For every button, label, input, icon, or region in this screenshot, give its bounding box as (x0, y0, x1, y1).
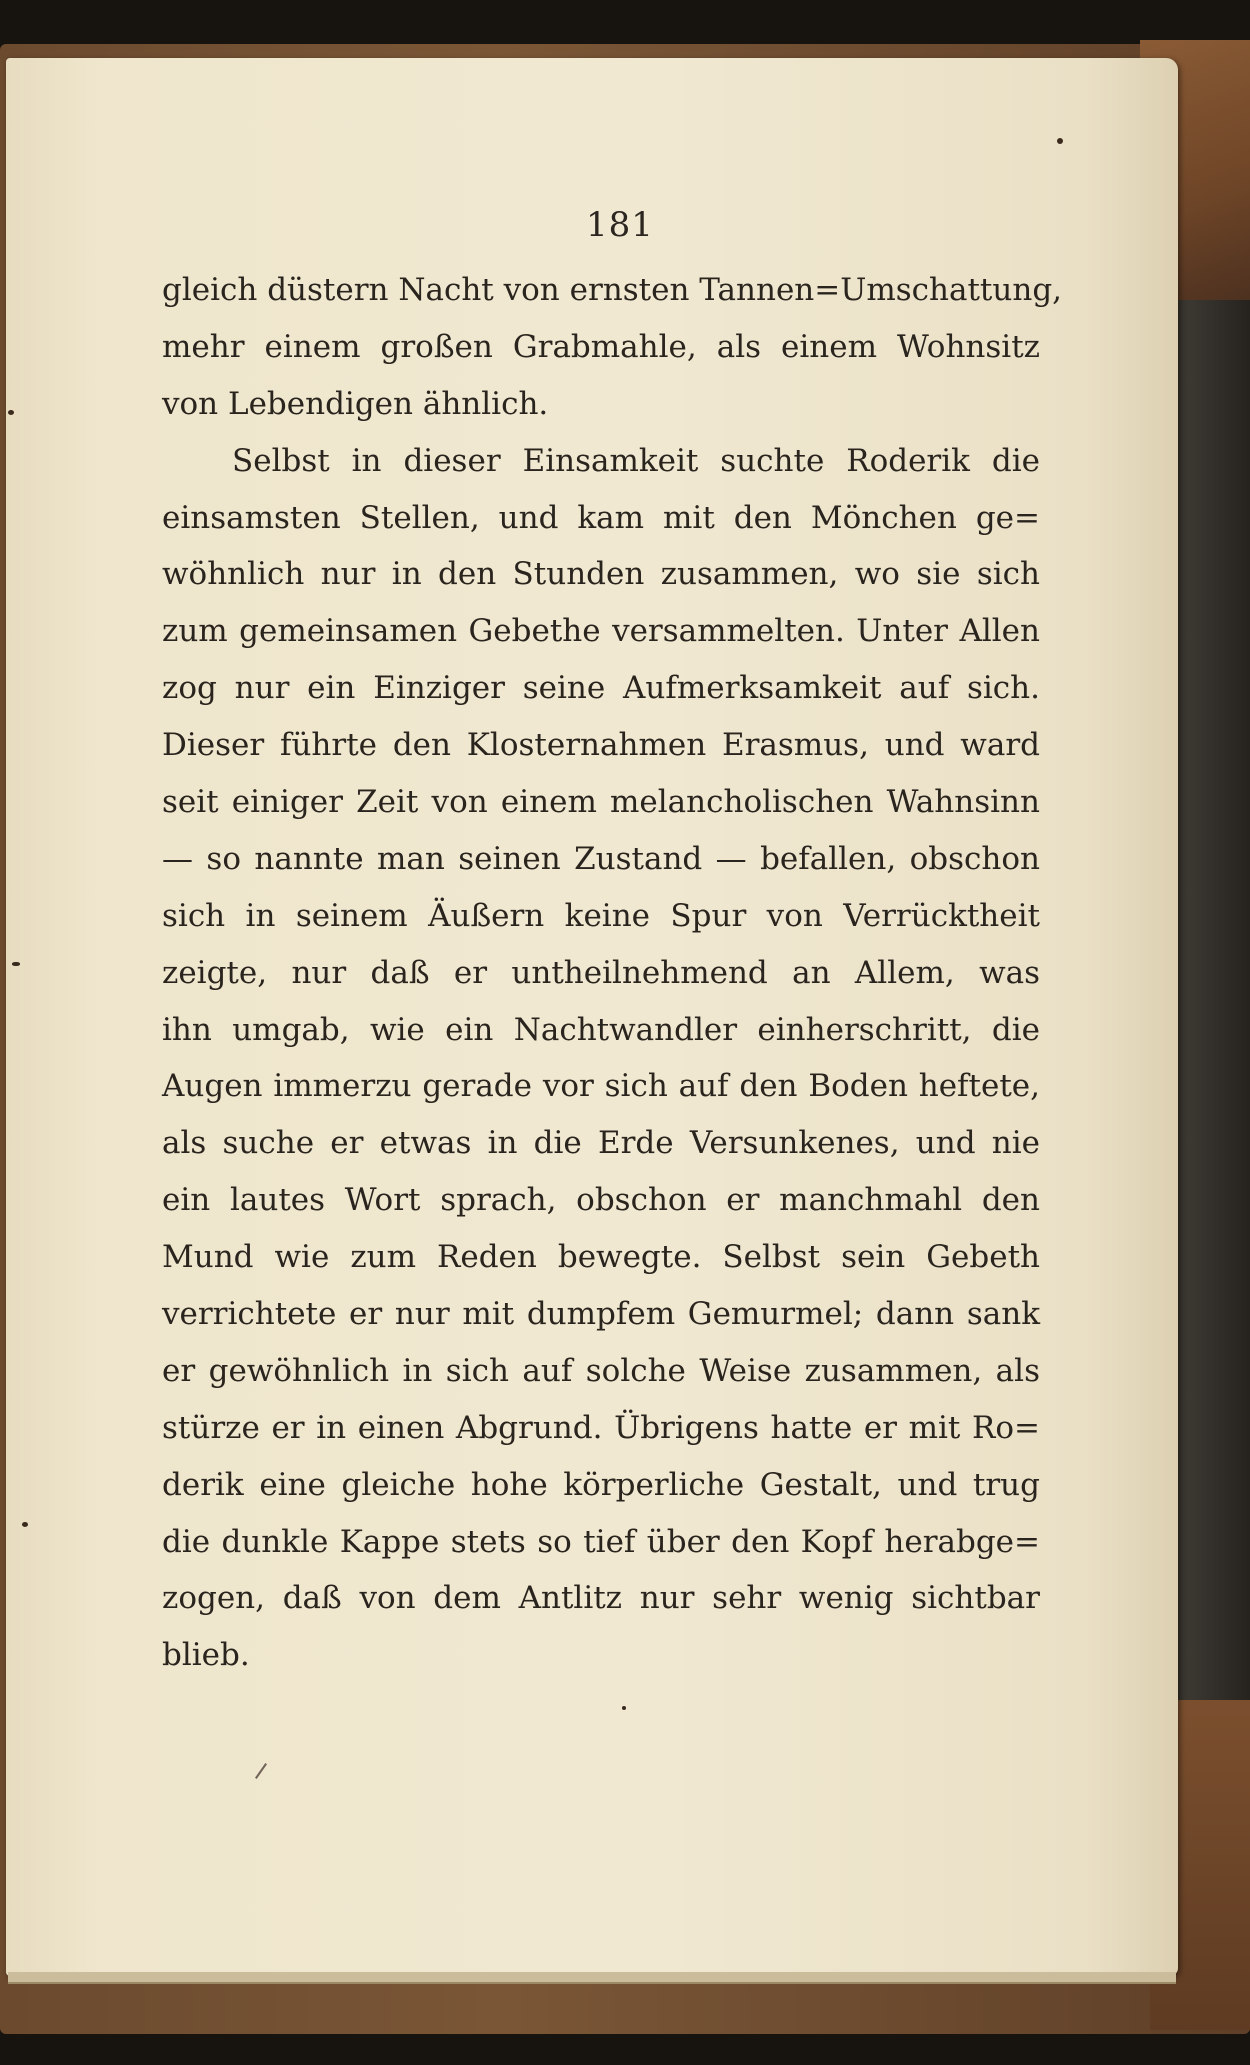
text-line: die dunkle Kappe stets so tief über den Kopf herabge= (162, 1523, 1040, 1560)
page-body-text (162, 262, 1063, 1684)
text-line: — so nannte man seinen Zustand — befallen, obschon (162, 840, 1040, 877)
text-line: seit einiger Zeit von einem melancholischen Wahnsinn (162, 784, 1040, 821)
text-line: einsamsten Stellen, und kam mit den Mönchen ge= (162, 499, 1040, 536)
text-line: zum gemeinsamen Gebethe versammelten. Unter Allen (162, 613, 1040, 650)
text-line: sich in seinem Äußern keine Spur von Verrücktheit (162, 897, 1040, 934)
paper-speck (8, 410, 14, 415)
text-line: wöhnlich nur in den Stunden zusammen, wo sie sich (162, 556, 1040, 593)
text-line: blieb. (162, 1637, 250, 1674)
text-line: zeigte, nur daß er untheilnehmend an Allem, was (162, 954, 1040, 991)
text-line: er gewöhnlich in sich auf solche Weise zusammen, als (162, 1352, 1040, 1389)
paper-speck (622, 1706, 626, 1710)
text-line: Dieser führte den Klosternahmen Erasmus, und ward (162, 727, 1040, 764)
text-line: zog nur ein Einziger seine Aufmerksamkeit auf sich. (162, 670, 1040, 707)
paper-speck (12, 962, 20, 966)
text-line: zogen, daß von dem Antlitz nur sehr wenig sichtbar (162, 1580, 1040, 1617)
text-line: von Lebendigen ähnlich. (162, 385, 549, 422)
page-number: 181 (586, 205, 654, 245)
text-line: gleich düstern Nacht von ernsten Tannen=Umschattung, (162, 272, 1063, 308)
text-line: stürze er in einen Abgrund. Übrigens hatte er mit Ro= (162, 1409, 1040, 1446)
text-line: Augen immerzu gerade vor sich auf den Boden heftete, (162, 1068, 1040, 1105)
paper-speck (22, 1522, 28, 1527)
text-line: ihn umgab, wie ein Nachtwandler einherschritt, die (162, 1011, 1040, 1048)
text-line: Selbst in dieser Einsamkeit suchte Roderik die (232, 442, 1040, 479)
paper-speck (1057, 138, 1063, 144)
text-line: verrichtete er nur mit dumpfem Gemurmel; dann sank (162, 1296, 1040, 1333)
page-edges (8, 1972, 1176, 1984)
text-line: derik eine gleiche hohe körperliche Gestalt, und trug (162, 1466, 1040, 1503)
text-line: als suche er etwas in die Erde Versunkenes, und nie (162, 1125, 1040, 1162)
text-line: Mund wie zum Reden bewegte. Selbst sein Gebeth (162, 1239, 1040, 1276)
text-line: mehr einem großen Grabmahle, als einem Wohnsitz (162, 328, 1040, 365)
text-line: ein lautes Wort sprach, obschon er manchmahl den (162, 1182, 1040, 1219)
